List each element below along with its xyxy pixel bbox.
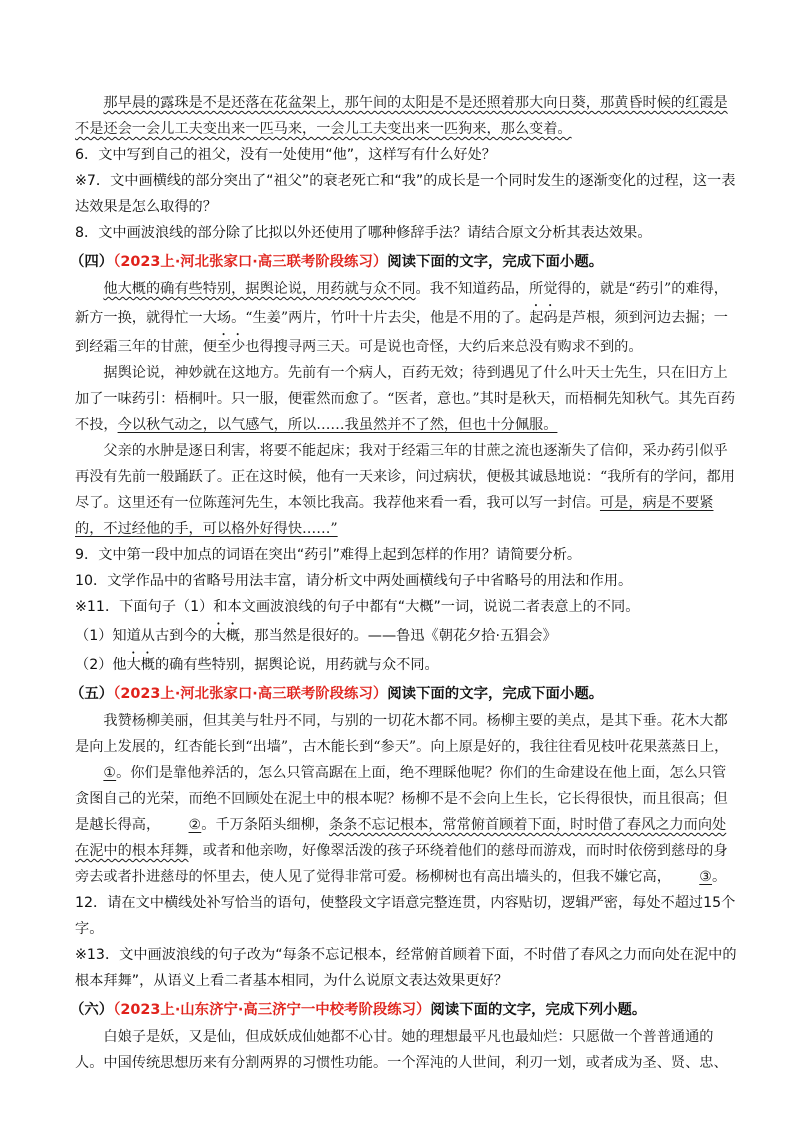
question-6: 6．文中写到自己的祖父，没有一处使用“他”，这样写有什么好处？ bbox=[75, 147, 496, 163]
section-5-heading bbox=[70, 680, 740, 708]
section-instruction: 阅读下面的文字，完成下列小题。 bbox=[430, 1002, 647, 1018]
question-12: 12．请在文中横线处补写恰当的语句，使整段文字语意完整连贯，内容贴切，逻辑严密，每处不超过15个字。 bbox=[75, 895, 736, 937]
dotted-word: 至少 bbox=[216, 339, 246, 355]
section-source: （2023上·河北张家口·高三联考阶段练习） bbox=[113, 686, 388, 702]
underlined-text: 可是，病是不要紧的，不过经他的手，可以格外好得快……” bbox=[75, 495, 714, 537]
question-11-item-2: （2）他大概的确有些特别，据舆论说，用药就与众不同。 bbox=[75, 657, 439, 673]
section-instruction: 阅读下面的文字，完成下面小题。 bbox=[387, 686, 604, 702]
wavy-underlined-text: 他大概的确有些特别，据舆论说，用药就与众不同 bbox=[103, 281, 416, 297]
question-8: 8．文中画波浪线的部分除了比拟以外还使用了哪种修辞手法？请结合原文分析其表达效果。 bbox=[75, 225, 652, 241]
section-4-paragraph-2: 据舆论说，神妙就在这地方。先前有一个病人，百药无效；待到遇见了什么叶天士先生，只在旧方上加了一味药引：梧桐叶。只一服，便霍然而愈了。“医者，意也。”其时是秋天，而梧桐先知秋气。其先百药不投，今以秋气动之，以气感气，所以……我虽然并不了然，但也十分佩服。 bbox=[75, 365, 736, 433]
question-10: 10．文学作品中的省略号用法丰富，请分析文中两处画横线句子中省略号的用法和作用。 bbox=[75, 573, 633, 589]
question-11-item-1: （1）知道从古到今的大概，那当然是很好的。——鲁迅《朝花夕拾·五猖会》 bbox=[75, 628, 557, 644]
question-13: ※13．文中画波浪线的句子改为“每条不忘记根本，经常俯首顾着下面，不时借了春风之力而向处在泥中的根本拜舞”，从语义上看二者基本相同，为什么说原文表达效果更好？ bbox=[75, 947, 737, 989]
section-4-paragraph-1: 他大概的确有些特别，据舆论说，用药就与众不同。我不知道药品，所觉得的，就是“药引”的难得，新方一换，就得忙一大场。“生姜”两片，竹叶十片去尖，他是不用的了。起码是芦根，须到河边去掘；一到经霜三年的甘蔗，便至少也得搜寻两三天。可是说也奇怪，大约后来总没有购求不到的。 bbox=[75, 281, 728, 355]
document-page bbox=[70, 90, 740, 1076]
section-number: （五） bbox=[70, 686, 114, 702]
section-number: （四） bbox=[70, 254, 114, 270]
fill-in-blank-1[interactable]: ① bbox=[103, 765, 117, 781]
section-instruction: 阅读下面的文字，完成下面小题。 bbox=[387, 254, 604, 270]
dotted-word: 起码 bbox=[529, 310, 558, 326]
question-9: 9．文中第一段中加点的词语在突出“药引”难得上起到怎样的作用？请简要分析。 bbox=[75, 547, 582, 563]
section-number: （六） bbox=[70, 1002, 114, 1018]
fill-in-blank-2[interactable]: ② bbox=[188, 817, 202, 833]
section-6-heading bbox=[70, 996, 740, 1024]
wavy-underlined-text: 条条不忘记根本，常常俯首顾着下面，时时借了春风之力而向处在泥中的根本拜舞 bbox=[75, 817, 727, 859]
dotted-word: 大概 bbox=[126, 657, 155, 673]
wavy-underlined-text: 那早晨的露珠是不是还落在花盆架上，那午间的太阳是不是还照着那大向日葵，那黄昏时候的红霞是不是还会一会儿工夫变出来一匹马来，一会儿工夫变出来一匹狗来，那么变着。 bbox=[75, 95, 728, 137]
section-4-paragraph-3: 父亲的水肿是逐日利害，将要不能起床；我对于经霜三年的甘蔗之流也逐渐失了信仰，采办药引似乎再没有先前一般踊跃了。正在这时候，他有一天来诊，问过病状，便极其诚恳地说：“我所有的学问，都用尽了。这里还有一位陈莲河先生，本领比我高。我荐他来看一看，我可以写一封信。可是，病是不要紧的，不过经他的手，可以格外好得快……” bbox=[75, 443, 735, 537]
question-7: ※7．文中画横线的部分突出了“祖父”的衰老死亡和“我”的成长是一个同时发生的逐渐变化的过程，这一表达效果是怎么取得的？ bbox=[75, 173, 736, 215]
section-5-paragraph-1: 我赞杨柳美丽，但其美与牡丹不同，与别的一切花木都不同。杨柳主要的美点，是其下垂。花木大都是向上发展的，红杏能长到“出墙”，古木能长到“参天”。向上原是好的，我往往看见枝叶花果蒸蒸日上，①。你们是靠他养活的，怎么只管高踞在上面，绝不理睬他呢？你们的生命建设在他上面，怎么只管贪图自己的光荣，而绝不回顾处在泥土中的根本呢？杨柳不是不会向上生长，它长得很快，而且很高；但是越长得高， ②。千万条陌头细柳，条条不忘记根本，常常俯首顾着下面，时时借了春风之力而向处在泥中的根本拜舞，或者和他亲吻，好像翠活泼的孩子环绕着他们的慈母而游戏，而时时依傍到慈母的身旁去或者扑进慈母的怀里去，使人见了觉得非常可爱。杨柳树也有高出墙头的，但我不嫌它高， ③。 bbox=[75, 708, 740, 890]
dotted-word: 大概 bbox=[211, 628, 241, 644]
intro-passage bbox=[75, 90, 740, 142]
question-11: ※11．下面句子（1）和本文画波浪线的句子中都有“大概”一词，说说二者表意上的不同。 bbox=[75, 599, 640, 615]
section-source: （2023上·河北张家口·高三联考阶段练习） bbox=[113, 254, 388, 270]
section-4-heading bbox=[70, 248, 740, 276]
fill-in-blank-3[interactable]: ③ bbox=[699, 869, 713, 885]
section-6-paragraph-1: 白娘子是妖，又是仙，但成妖成仙她都不心甘。她的理想最平凡也最灿烂：只愿做一个普普通通的人。中国传统思想历来有分割两界的习惯性功能。一个浑沌的人世间，利刃一划，或者成为圣、贤、忠、 bbox=[75, 1029, 728, 1071]
section-source: （2023上·山东济宁·高三济宁一中校考阶段练习） bbox=[113, 1002, 431, 1018]
underlined-text: 今以秋气动之，以气感气，所以……我虽然并不了然，但也十分佩服。 bbox=[117, 417, 558, 433]
